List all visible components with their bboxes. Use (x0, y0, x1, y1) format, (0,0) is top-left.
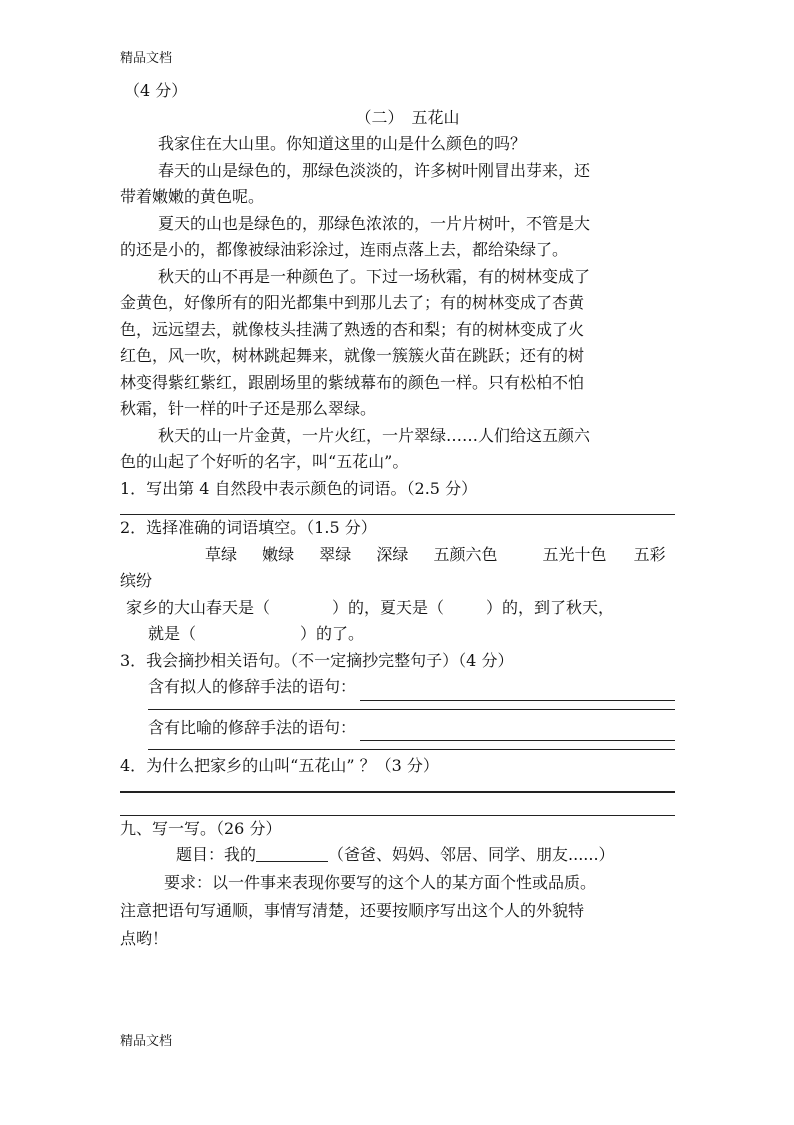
question-3: 3．我会摘抄相关语句。（不一定摘抄完整句子）（4 分） (120, 650, 514, 670)
passage-line: 带着嫩嫩的黄色呢。 (120, 187, 265, 206)
word-choices (120, 542, 675, 569)
page-footer: 精品文档 (120, 1034, 173, 1049)
requirement-line: 要求：以一件事来表现你要写的这个人的某方面个性或品质。 (164, 872, 597, 892)
page-header: 精品文档 (120, 51, 173, 66)
word-choice: 缤纷 (120, 571, 153, 590)
passage-line: 林变得紫红紫红，跟剧场里的紫绒幕布的颜色一样。只有松柏不怕 (120, 372, 585, 392)
question-4: 4．为什么把家乡的山叫“五花山” ？（3 分） (120, 756, 439, 775)
passage-line: 夏天的山也是绿色的，那绿色浓浓的，一片片树叶，不管是大 (158, 213, 591, 233)
passage-line: 秋霜，针一样的叶子还是那么翠绿。 (120, 399, 377, 418)
passage-line: 色的山起了个好听的名字，叫“五花山”。 (120, 452, 409, 471)
document-body (120, 78, 675, 953)
fill-sentence-2: 就是（ ）的了。 (148, 624, 365, 643)
word-choice: 五彩 (633, 544, 666, 564)
metaphor-row: 含有比喻的修辞手法的语句： (120, 715, 675, 742)
passage-line: 金黄色，好像所有的阳光都集中到那儿去了；有的树林变成了杏黄 (120, 293, 585, 312)
prev-score: （4 分） (124, 81, 188, 100)
word-choice: 五光十色 (542, 544, 607, 564)
word-choice: 五颜六色 (433, 544, 498, 564)
passage-line: 红色，风一吹，树林跳起舞来，就像一簇簇火苗在跳跃；还有的树 (120, 346, 585, 365)
answer-line[interactable] (360, 722, 675, 741)
word-choice: 翠绿 (319, 544, 352, 564)
requirement-line: 注意把语句写通顺，事情写清楚，还要按顺序写出这个人的外貌特 (120, 900, 585, 920)
fill-sentence-1: 家乡的大山春天是（ ）的，夏天是（ ）的，到了秋天， (126, 597, 615, 617)
passage-line: 色，远远望去，就像枝头挂满了熟透的杏和梨；有的树林变成了火 (120, 319, 585, 339)
section-title: （二） 五花山 (355, 107, 460, 127)
passage-line: 秋天的山不再是一种颜色了。下过一场秋霜，有的树林变成了 (158, 266, 591, 286)
word-choice: 深绿 (376, 544, 409, 564)
passage-line: 的还是小的，都像被绿油彩涂过，连雨点落上去，都给染绿了。 (120, 240, 569, 259)
section-9-title: 九、写一写。（26 分） (120, 818, 282, 838)
answer-line[interactable] (148, 749, 675, 750)
topic-blank[interactable] (256, 845, 328, 862)
answer-line[interactable] (360, 682, 675, 701)
question-2: 2．选择准确的词语填空。（1.5 分） (120, 518, 377, 537)
personification-row: 含有拟人的修辞手法的语句： (120, 674, 675, 701)
question-1: 1．写出第 4 自然段中表示颜色的词语。（2.5 分） (120, 478, 478, 498)
passage-line: 我家住在大山里。你知道这里的山是什么颜色的吗？ (158, 134, 527, 153)
composition-topic: 题目：我的 （爸爸、妈妈、邻居、同学、朋友......） (176, 845, 615, 864)
passage-line: 春天的山是绿色的，那绿色淡淡的，许多树叶刚冒出芽来，还 (158, 160, 591, 180)
word-choice: 嫩绿 (262, 544, 295, 564)
word-choice: 草绿 (205, 544, 238, 564)
requirement-line: 点哟！ (120, 928, 169, 948)
passage-line: 秋天的山一片金黄，一片火红，一片翠绿……人们给这五颜六 (158, 425, 591, 445)
